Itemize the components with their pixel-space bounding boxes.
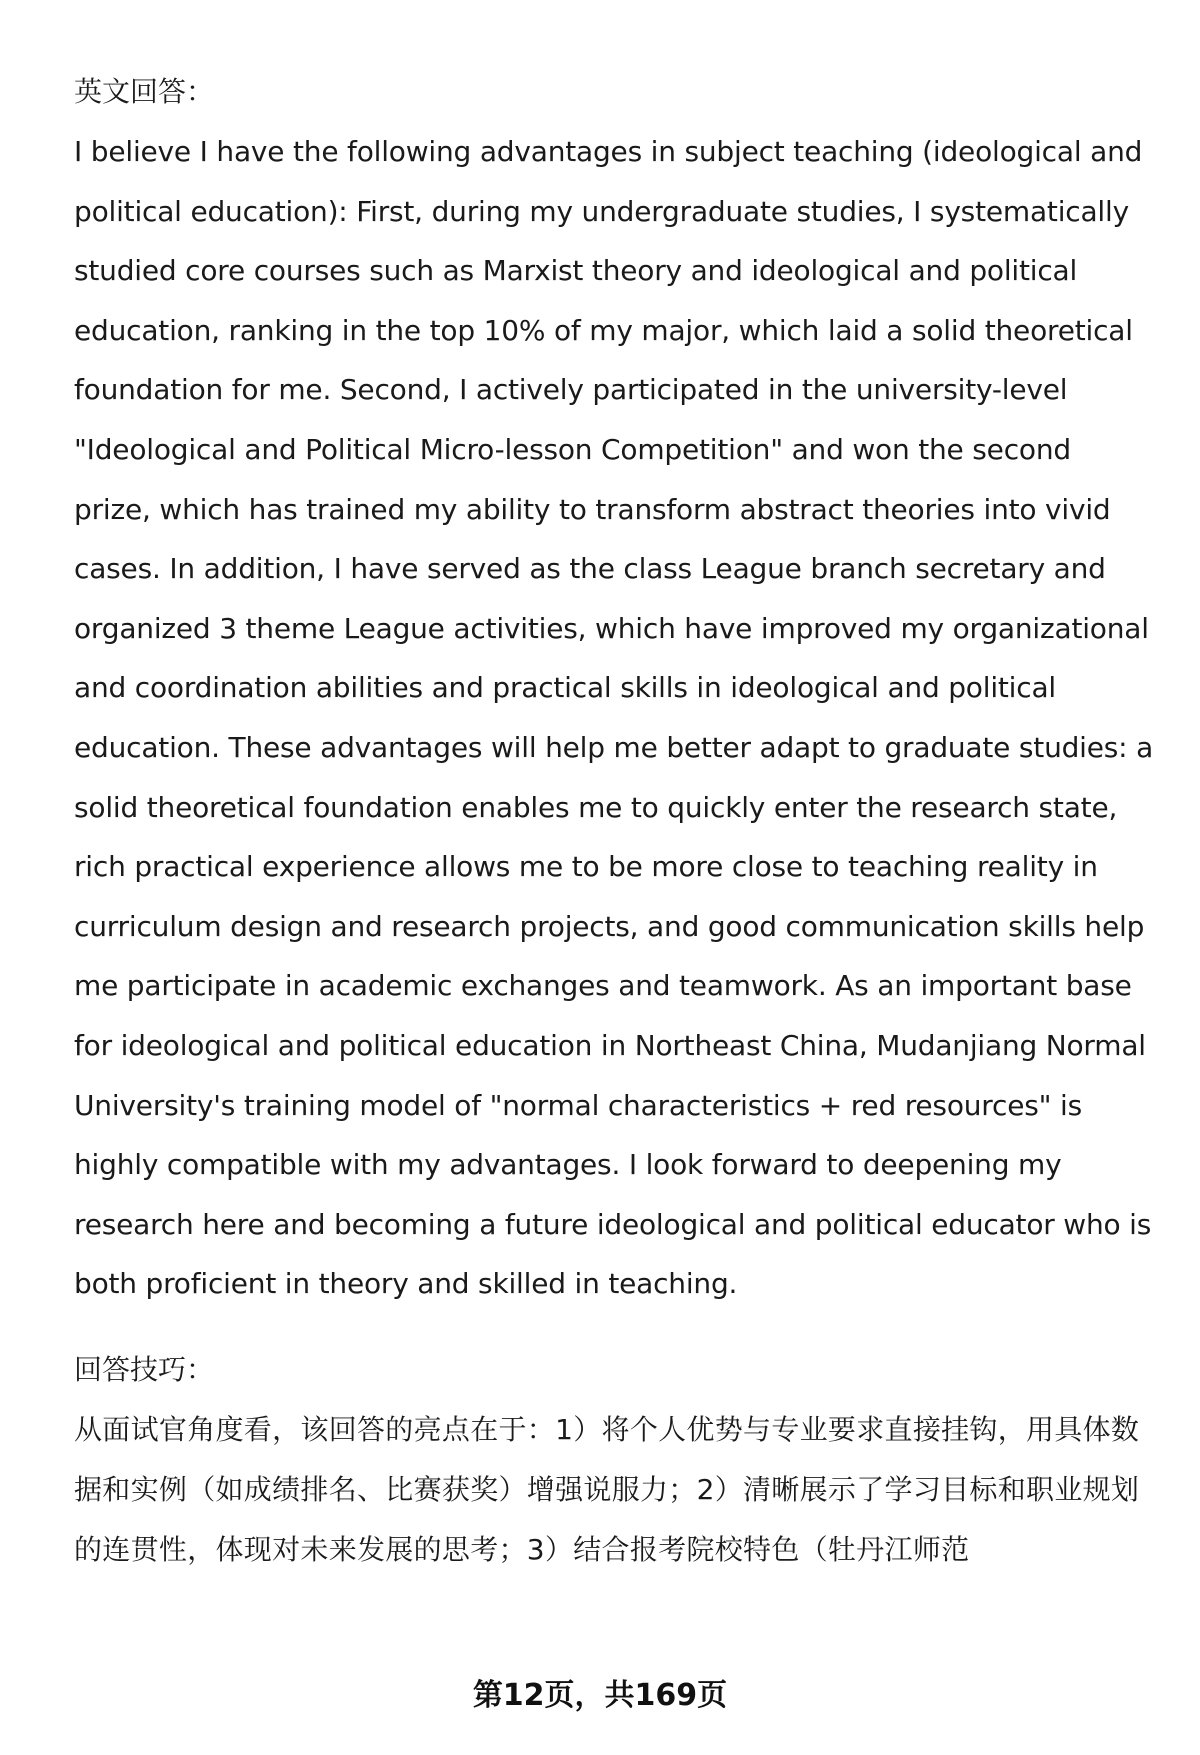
english-answer-body: I believe I have the following advantages in subject teaching (ideological and political education): First, during my undergraduate studies, I systematically studied core courses such as Marxist theory and ideological and political education, ranking in the top 10% of my major, which laid a solid theoretical foundation for me. Second, I actively participated in the university-level "Ideological and Political Micro-lesson Competition" and won the second prize, which has trained my ability to transform abstract theories into vivid cases. In addition, I have served as the class League branch secretary and organized 3 theme League activities, which have improved my organizational and coordination abilities and practical skills in ideological and political education. These advantages will help me better adapt to graduate studies: a solid theoretical foundation enables me to quickly enter the research state, rich practical experience allows me to be more close to teaching reality in curriculum design and research projects, and good communication skills help me participate in academic exchanges and teamwork. As an important base for ideological and political education in Northeast China, Mudanjiang Normal University's training model of "normal characteristics + red resources" is highly compatible with my advantages. I look forward to deepening my research here and becoming a future ideological and political educator who is both proficient in theory and skilled in teaching. — [74, 135, 1154, 1301]
section-gap — [74, 1314, 1154, 1340]
answer-tips-body: 从面试官角度看，该回答的亮点在于：1）将个人优势与专业要求直接挂钩，用具体数据和实例（如成绩排名、比赛获奖）增强说服力；2）清晰展示了学习目标和职业规划的连贯性，体现对未来发展的思考；3）结合报考院校特色（牡丹江师范 — [74, 1412, 1140, 1566]
page-number-footer: 第12页，共169页 — [472, 1678, 728, 1713]
english-answer-heading: 英文回答： — [74, 75, 215, 108]
page-content — [74, 62, 1154, 1580]
answer-tips-heading: 回答技巧： — [74, 1352, 215, 1386]
